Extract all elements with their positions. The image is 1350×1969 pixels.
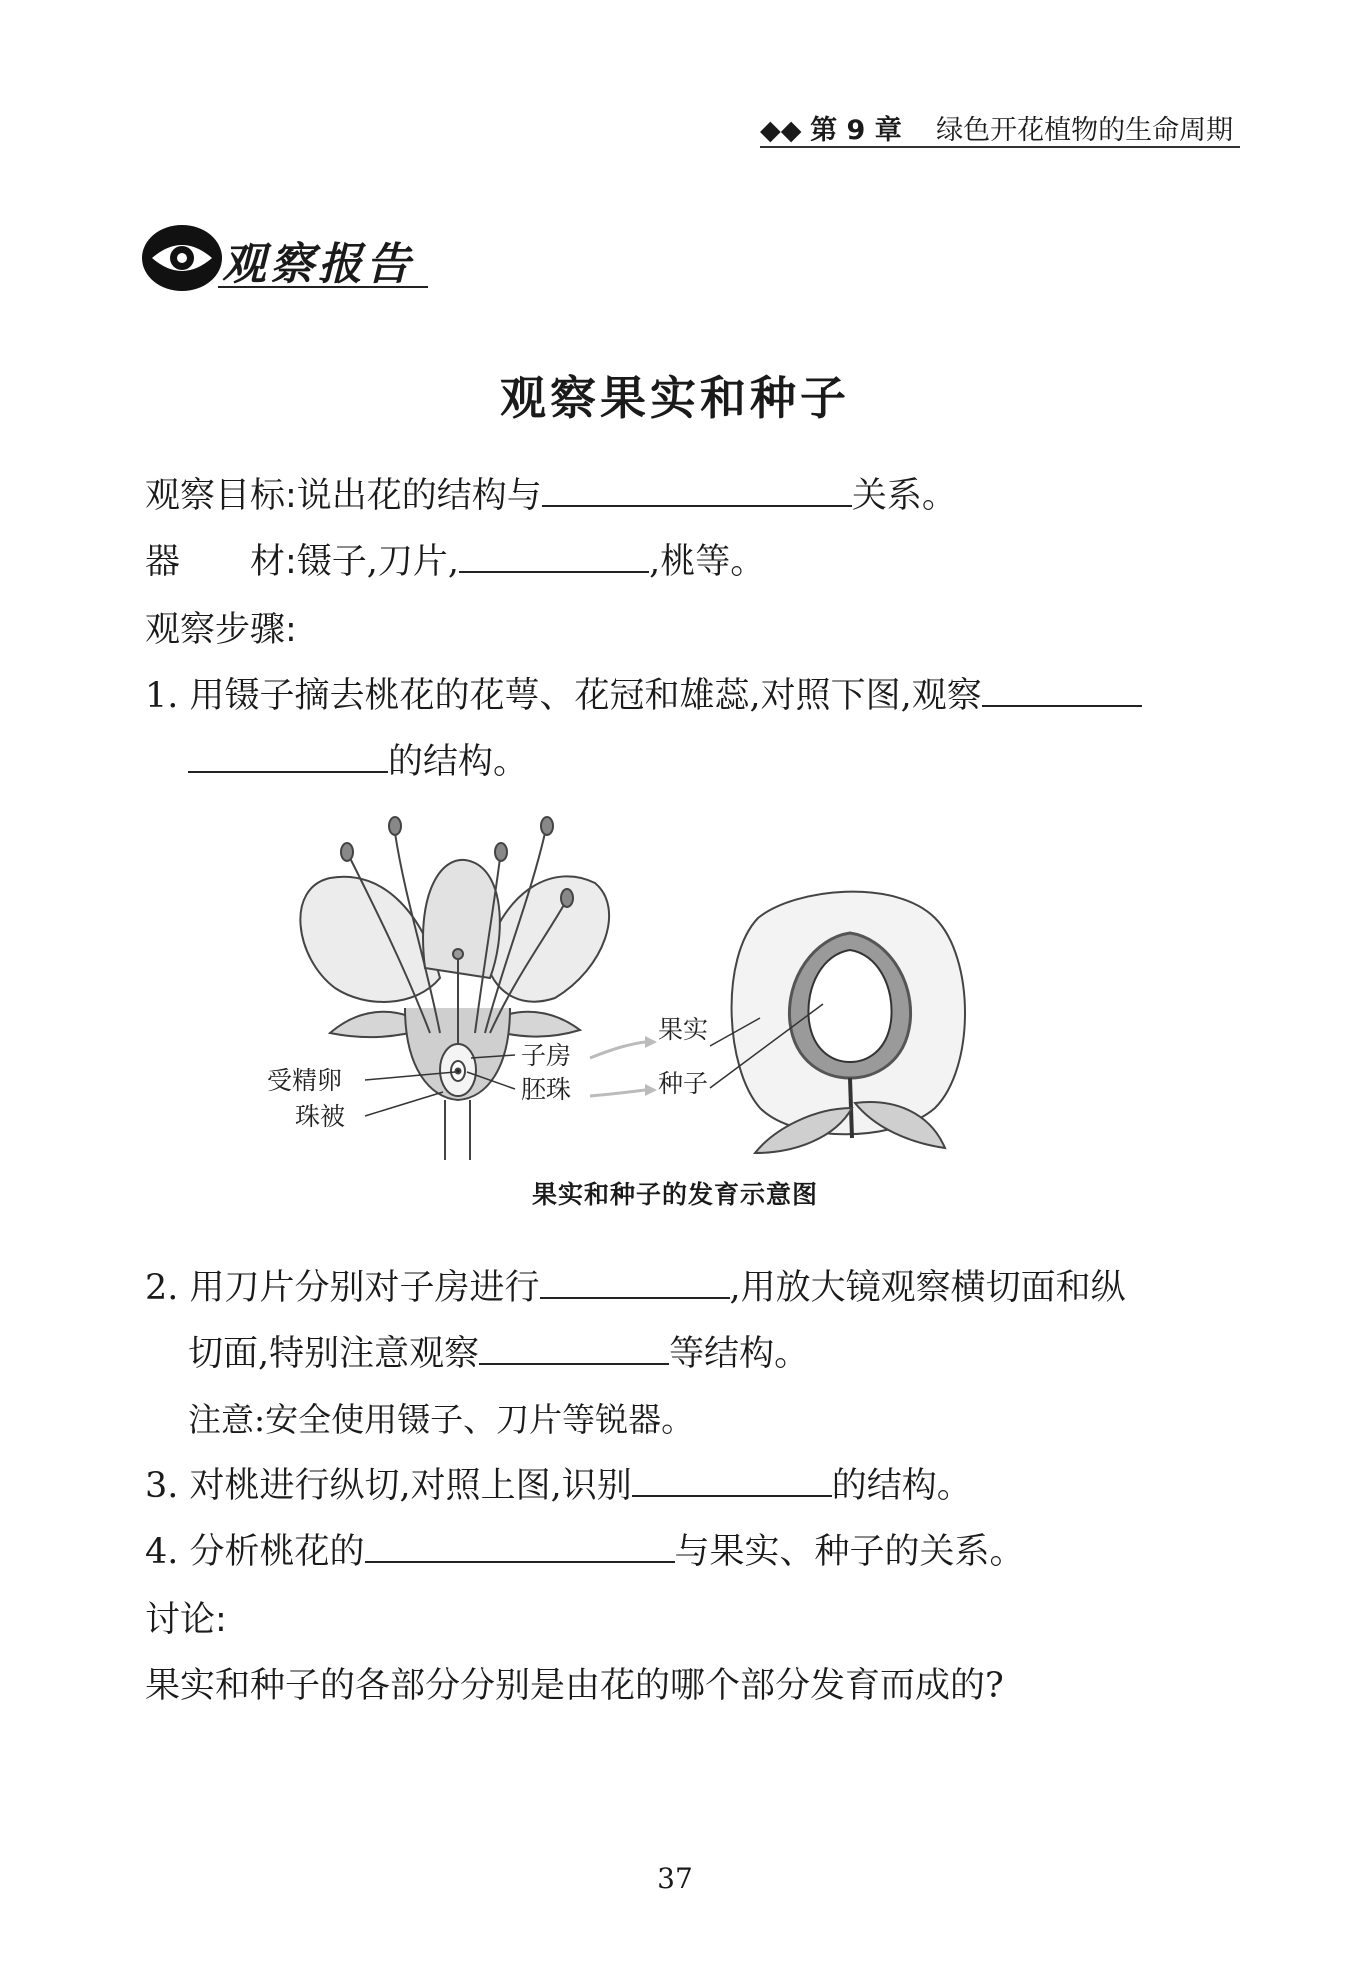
step-2-text: 2. 用刀片分别对子房进行 [145,1268,540,1308]
step-2-blank-a[interactable] [540,1267,730,1299]
figure-caption: 果实和种子的发育示意图 [531,1180,818,1209]
page-title: 观察果实和种子 [500,371,850,425]
step-1-blank-a[interactable] [982,675,1142,707]
chapter-title: 绿色开花植物的生命周期 [936,115,1234,146]
step-4-text: 4. 分析桃花的 [145,1532,365,1572]
step-1-blank-b[interactable] [188,741,388,773]
label-integument: 珠被 [295,1102,346,1131]
step-1-line [145,674,1142,718]
label-fruit: 果实 [658,1015,709,1044]
peach-fruit-drawing [732,892,965,1153]
step-4-text-end: 与果实、种子的关系。 [674,1532,1025,1572]
objective-label: 观察目标: [145,476,297,516]
step-3-blank[interactable] [632,1465,832,1497]
label-ovary: 子房 [521,1041,572,1070]
label-fertilized-egg: 受精卵 [267,1066,343,1095]
materials-blank[interactable] [459,541,649,573]
page-number: 37 [657,1862,693,1895]
step-3-text: 3. 对桃进行纵切,对照上图,识别 [145,1466,632,1506]
step-1-text-end: 的结构。 [388,742,529,782]
section-underline [218,286,428,288]
step-4-blank[interactable] [365,1531,675,1563]
materials-text-end: ,桃等。 [649,542,766,582]
step-1-cont [188,740,528,784]
development-arrows [590,1036,657,1096]
safety-note: 注意:安全使用镊子、刀片等锐器。 [188,1400,695,1439]
step-2-blank-b[interactable] [479,1333,669,1365]
steps-label: 观察步骤: [145,610,297,650]
step-3-text-end: 的结构。 [831,1466,972,1506]
header-rule [760,146,1240,148]
objective-line [145,474,957,518]
step-2-text-end: 等结构。 [669,1334,810,1374]
step-3-line [145,1464,972,1508]
step-2-text-mid: ,用放大镜观察横切面和纵 [729,1268,1126,1308]
chapter-header [760,108,1240,147]
discussion-label: 讨论: [145,1600,227,1640]
objective-text: 说出花的结构与 [296,476,542,516]
discussion-question: 果实和种子的各部分分别是由花的哪个部分发育而成的? [145,1666,1004,1706]
materials-line [145,540,765,584]
peach-flower-drawing [300,817,609,1160]
step-2-cont [188,1332,809,1376]
step-1-text: 1. 用镊子摘去桃花的花萼、花冠和雄蕊,对照下图,观察 [145,676,982,716]
label-ovule: 胚珠 [521,1075,572,1104]
step-2-cont-text: 切面,特别注意观察 [188,1334,480,1374]
diamond-icon: ◆◆ [760,115,802,146]
chapter-number: 第 9 章 [810,115,902,146]
materials-text: 镊子,刀片, [296,542,460,582]
fruit-seed-development-figure [255,808,1135,1168]
section-title: 观察报告 [222,239,414,290]
step-2-line [145,1266,1126,1310]
step-4-line [145,1530,1025,1574]
label-seed: 种子 [658,1069,709,1098]
materials-label: 器 材: [145,542,297,582]
objective-text-end: 关系。 [851,476,957,516]
objective-blank[interactable] [542,475,852,507]
